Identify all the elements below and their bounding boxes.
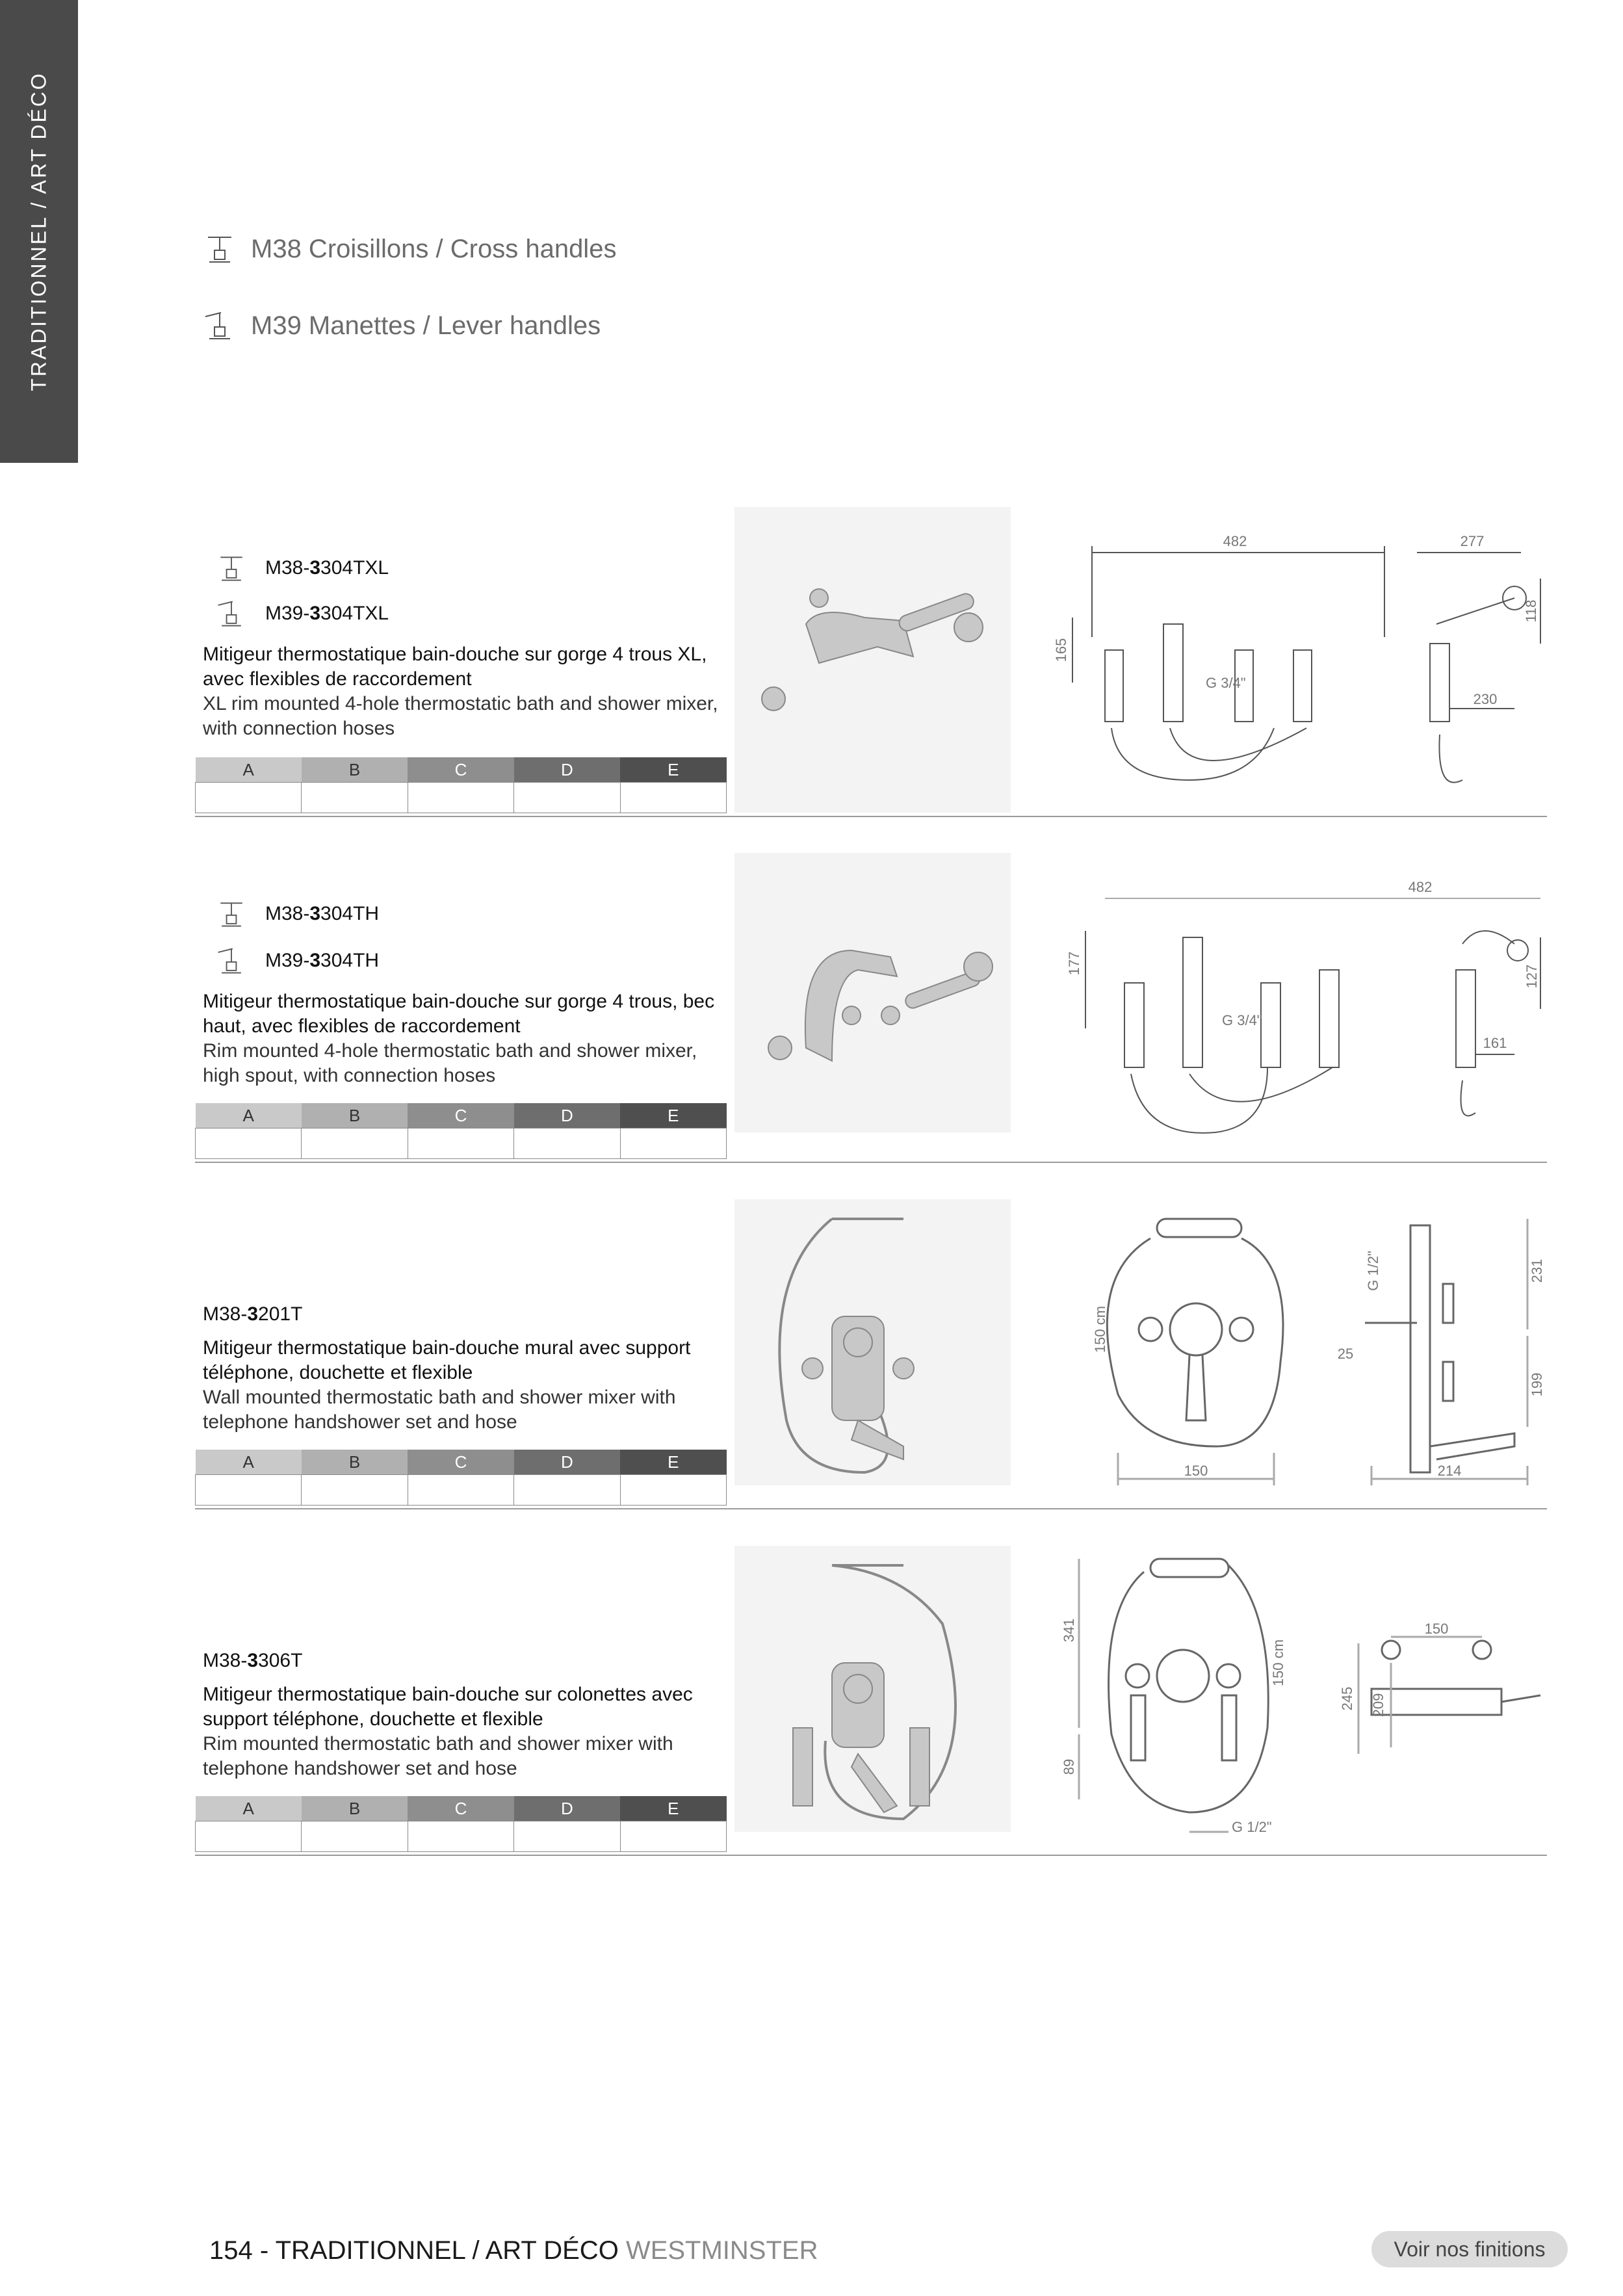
description-fr: Mitigeur thermostatique bain-douche sur gorge 4 trous, bec haut, avec flexibles de raccordement [203, 991, 715, 1037]
svg-text:127: 127 [1524, 964, 1540, 989]
svg-text:150 cm: 150 cm [1270, 1639, 1286, 1687]
description-en: Wall mounted thermostatic bath and shower mixer with telephone handshower set and hose [203, 1387, 676, 1433]
svg-text:277: 277 [1460, 533, 1485, 549]
svg-text:118: 118 [1523, 599, 1539, 623]
description-en: Rim mounted 4-hole thermostatic bath and shower mixer, high spout, with connection hoses [203, 1040, 697, 1086]
product-code-row: M38-3304TXL [214, 551, 389, 585]
section-sidebar [0, 0, 78, 463]
lever-handle-icon [214, 944, 248, 978]
svg-text:150 cm: 150 cm [1092, 1305, 1108, 1353]
cross-handle-icon [201, 231, 238, 267]
description-en: XL rim mounted 4-hole thermostatic bath and shower mixer, with connection hoses [203, 693, 718, 739]
product-m38-3304txl [195, 507, 1547, 819]
svg-text:G 3/4": G 3/4" [1206, 675, 1246, 691]
svg-text:230: 230 [1473, 691, 1498, 707]
description-fr: Mitigeur thermostatique bain-douche mural avec support téléphone, douchette et flexible [203, 1337, 691, 1383]
svg-text:177: 177 [1066, 951, 1082, 976]
svg-text:G 1/2": G 1/2" [1365, 1251, 1381, 1291]
legend-cross-handles [201, 231, 616, 267]
product-m38-3201t [195, 1199, 1547, 1511]
technical-drawing [1053, 520, 1547, 819]
product-code-row: M39-3304TH [214, 944, 379, 978]
finish-table: A B C D E [195, 757, 727, 813]
technical-drawing [1059, 1199, 1547, 1505]
description-fr: Mitigeur thermostatique bain-douche sur gorge 4 trous XL, avec flexibles de raccordement [203, 644, 707, 690]
svg-text:150: 150 [1424, 1621, 1449, 1637]
legend-label: M39 Manettes / Lever handles [251, 311, 601, 340]
svg-text:341: 341 [1061, 1618, 1077, 1643]
product-photo [734, 1546, 1011, 1832]
svg-text:214: 214 [1437, 1463, 1462, 1479]
page-footer [209, 2236, 818, 2265]
description-fr: Mitigeur thermostatique bain-douche sur colonettes avec support téléphone, douchette et flexible [203, 1684, 693, 1730]
footer-page-label: 154 - TRADITIONNEL / ART DÉCO [209, 2236, 619, 2265]
svg-text:150: 150 [1184, 1463, 1208, 1479]
product-photo [734, 507, 1011, 813]
lever-handle-icon [214, 597, 248, 631]
product-photo [734, 853, 1011, 1132]
product-code-row: M39-3304TXL [214, 597, 389, 631]
product-photo [734, 1199, 1011, 1485]
svg-text:89: 89 [1061, 1758, 1077, 1775]
section-title: TRADITIONNEL / ART DÉCO [27, 72, 51, 391]
section-divider [195, 1508, 1547, 1509]
lever-handle-icon [201, 307, 238, 344]
footer-brand: WESTMINSTER [625, 2236, 818, 2265]
section-divider [195, 816, 1547, 817]
svg-text:199: 199 [1529, 1372, 1545, 1397]
view-finishes-button[interactable]: Voir nos finitions [1371, 2231, 1568, 2267]
svg-text:231: 231 [1529, 1259, 1545, 1283]
technical-drawing [1059, 853, 1547, 1158]
description-en: Rim mounted thermostatic bath and shower mixer with telephone handshower set and hose [203, 1733, 673, 1779]
cross-handle-icon [214, 897, 248, 931]
finish-table: A B C D E [195, 1796, 727, 1852]
product-m38-3304th [195, 853, 1547, 1165]
svg-text:245: 245 [1339, 1686, 1355, 1711]
svg-text:482: 482 [1408, 879, 1433, 895]
svg-text:161: 161 [1483, 1035, 1507, 1051]
svg-text:482: 482 [1223, 533, 1247, 549]
svg-text:G 3/4": G 3/4" [1222, 1012, 1262, 1028]
section-divider [195, 1162, 1547, 1163]
product-code-row: M38-3306T [203, 1650, 303, 1671]
svg-text:G 1/2": G 1/2" [1232, 1819, 1272, 1835]
cross-handle-icon [214, 551, 248, 585]
product-m38-3306t [195, 1546, 1547, 1858]
finish-table: A B C D E [195, 1103, 727, 1159]
section-divider [195, 1855, 1547, 1856]
finish-table: A B C D E [195, 1450, 727, 1506]
svg-text:209: 209 [1370, 1693, 1386, 1717]
svg-text:165: 165 [1053, 638, 1069, 662]
legend-lever-handles [201, 307, 601, 344]
legend-label: M38 Croisillons / Cross handles [251, 234, 617, 263]
svg-text:25: 25 [1337, 1346, 1354, 1362]
product-code-row: M38-3201T [203, 1303, 303, 1325]
product-code-row: M38-3304TH [214, 897, 379, 931]
technical-drawing [1059, 1546, 1547, 1851]
